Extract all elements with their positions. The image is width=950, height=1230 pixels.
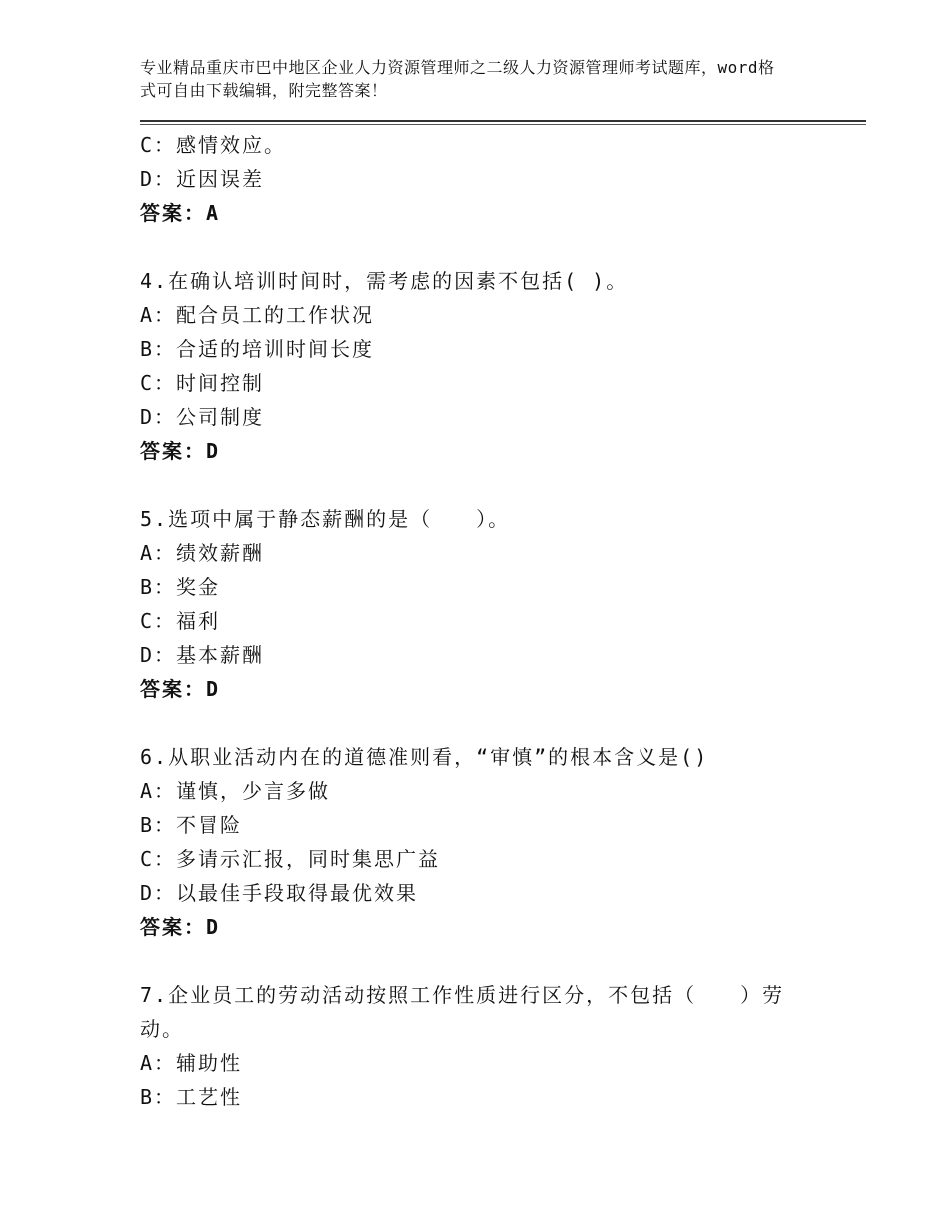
q7-option-b: B：工艺性 (140, 1085, 243, 1109)
q4-option-b: B：合适的培训时间长度 (140, 337, 375, 361)
q4-answer: 答案：D (140, 439, 221, 463)
q7-option-a: A：辅助性 (140, 1051, 243, 1075)
q7-stem: 7.企业员工的劳动活动按照工作性质进行区分，不包括（ ）劳动。 (140, 983, 785, 1041)
q6-option-a: A：谨慎，少言多做 (140, 779, 331, 803)
spacer (140, 468, 800, 502)
q6-option-b: B：不冒险 (140, 813, 243, 837)
spacer (140, 706, 800, 740)
q5-option-a: A：绩效薪酬 (140, 541, 265, 565)
q3-option-c: C：感情效应。 (140, 133, 287, 157)
q5-option-b: B：奖金 (140, 575, 221, 599)
q5-answer: 答案：D (140, 677, 221, 701)
q3-option-d: D：近因误差 (140, 167, 265, 191)
q4-option-a: A：配合员工的工作状况 (140, 303, 375, 327)
q5-stem: 5.选项中属于静态薪酬的是（ ）。 (140, 507, 511, 531)
q5-option-d: D：基本薪酬 (140, 643, 265, 667)
header-divider-thick (140, 120, 866, 122)
spacer (140, 230, 800, 264)
q4-option-d: D：公司制度 (140, 405, 265, 429)
q4-option-c: C：时间控制 (140, 371, 265, 395)
q6-stem: 6.从职业活动内在的道德准则看，“审慎”的根本含义是() (140, 745, 709, 769)
q6-answer: 答案：D (140, 915, 221, 939)
header-divider-thin (140, 124, 866, 125)
document-header: 专业精品重庆市巴中地区企业人力资源管理师之二级人力资源管理师考试题库，word格式可自由下载编辑，附完整答案！ (140, 58, 775, 100)
q3-answer: 答案：A (140, 201, 221, 225)
spacer (140, 944, 800, 978)
q6-option-d: D：以最佳手段取得最优效果 (140, 881, 419, 905)
q4-stem: 4.在确认培训时间时，需考虑的因素不包括( )。 (140, 269, 629, 293)
q6-option-c: C：多请示汇报，同时集思广益 (140, 847, 441, 871)
q5-option-c: C：福利 (140, 609, 221, 633)
question-list (140, 128, 800, 1114)
